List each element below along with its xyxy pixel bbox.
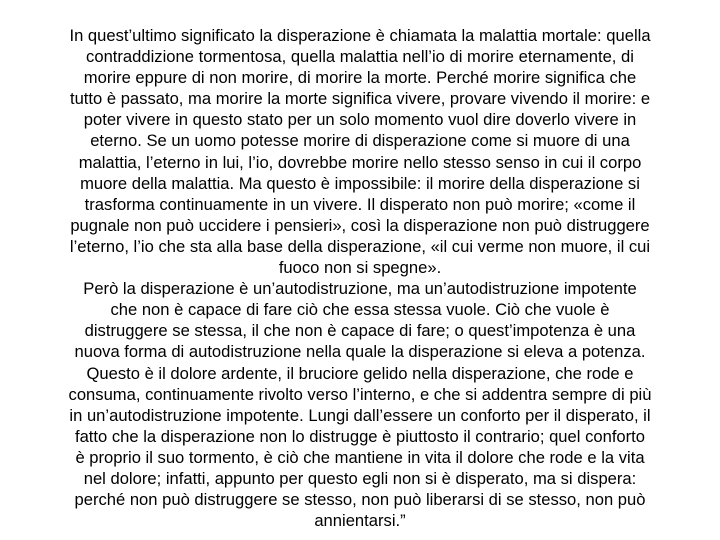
text-line: pugnale non può uccidere i pensieri», così la disperazione non può distruggere [70, 215, 650, 235]
text-line: muore della malattia. Ma questo è impossibile: il morire della disperazione si [80, 173, 640, 193]
document-text [22, 25, 698, 531]
text-line: consuma, continuamente rivolto verso l’interno, e che si addentra sempre di più [68, 384, 652, 404]
text-line: in un’autodistruzione impotente. Lungi dall’essere un conforto per il disperato, il [69, 405, 651, 425]
text-line: Questo è il dolore ardente, il bruciore gelido nella disperazione, che rode e [86, 363, 634, 383]
text-line: l’eterno, l’io che sta alla base della disperazione, «il cui verme non muore, il cui [69, 236, 651, 256]
text-line: nuova forma di autodistruzione nella quale la disperazione si eleva a potenza. [74, 342, 646, 362]
text-line: che non è capace di fare ciò che essa stessa vuole. Ciò che vuole è [110, 300, 610, 320]
text-line: contraddizione tormentosa, quella malattia nell’io di morire eternamente, di [86, 47, 634, 67]
text-line: trasforma continuamente in un vivere. Il disperato non può morire; «come il [84, 194, 636, 214]
text-line: malattia, l’eterno in lui, l’io, dovrebbe morire nello stesso senso in cui il corpo [78, 152, 642, 172]
text-line: perché non può distruggere se stesso, non può liberarsi di se stesso, non può [74, 490, 646, 510]
text-line: fuoco non si spegne». [278, 258, 442, 278]
text-line: annientarsi.” [314, 511, 406, 531]
text-line: tutto è passato, ma morire la morte significa vivere, provare vivendo il morire: e [69, 89, 651, 109]
text-line: eterno. Se un uomo potesse morire di disperazione come si muore di una [90, 131, 630, 151]
text-line: In quest’ultimo significato la disperazione è chiamata la malattia mortale: quella [69, 26, 651, 45]
text-line: morire eppure di non morire, di morire la morte. Perché morire significa che [83, 68, 637, 88]
text-line: è proprio il suo tormento, è ciò che mantiene in vita il dolore che rode e la vita [75, 447, 645, 467]
text-line: distruggere se stessa, il che non è capace di fare; o quest’impotenza è una [84, 321, 636, 341]
text-line: nel dolore; infatti, appunto per questo egli non si è disperato, ma si dispera: [83, 468, 637, 488]
text-line: poter vivere in questo stato per un solo momento vuol dire doverlo vivere in [83, 110, 637, 130]
text-line: fatto che la disperazione non lo distrugge è piuttosto il contrario; quel conforto [74, 426, 646, 446]
text-line: Però la disperazione è un’autodistruzione, ma un’autodistruzione impotente [83, 279, 637, 299]
